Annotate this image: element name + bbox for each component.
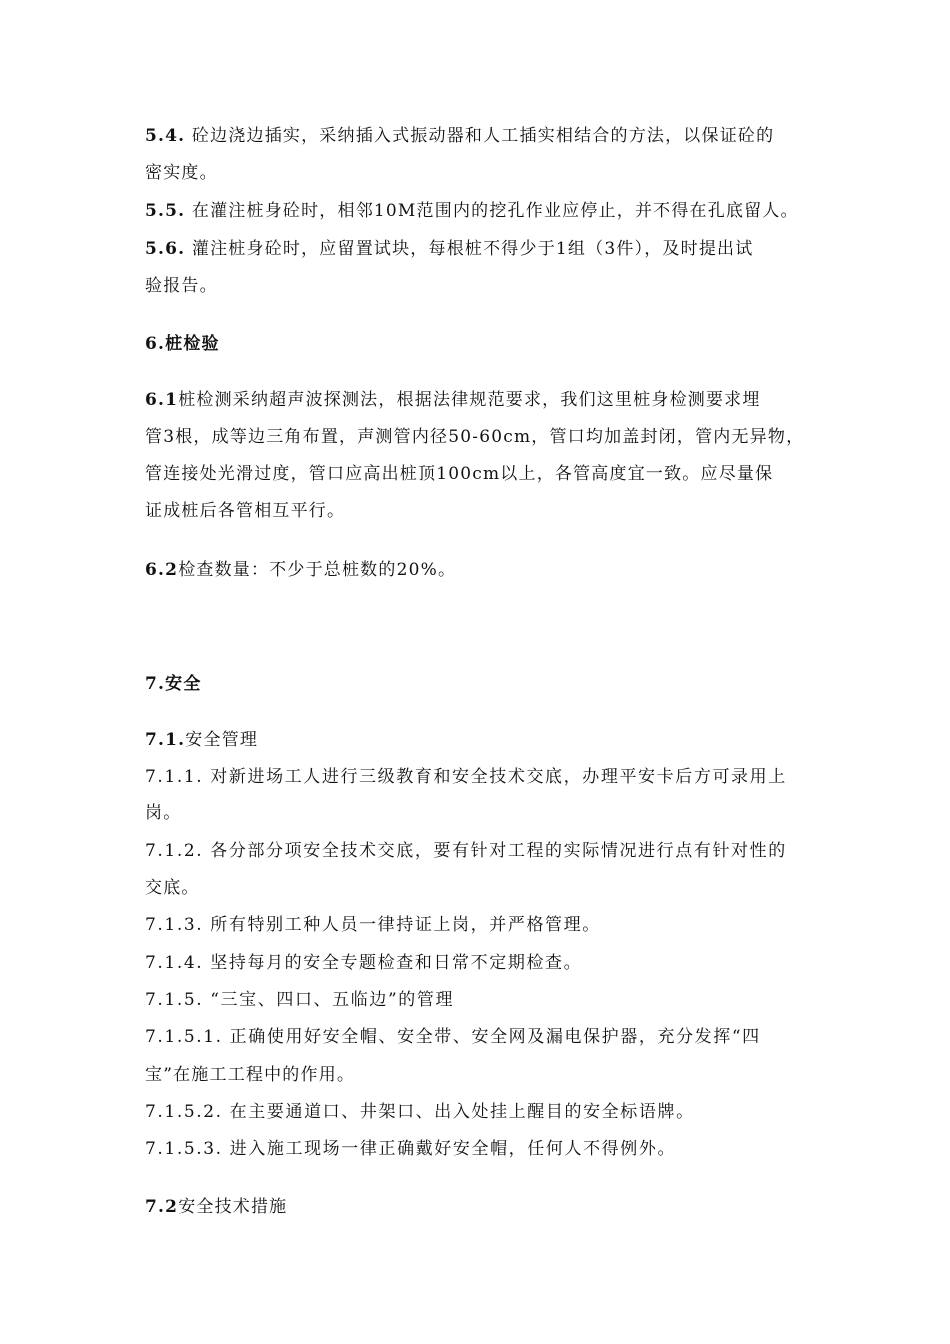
item-7-1-4 bbox=[145, 951, 582, 975]
line-text: 安全管理 bbox=[185, 730, 259, 750]
item-7-1-2-line-1 bbox=[145, 839, 787, 863]
line-text: 7.1.4. 坚持每月的安全专题检查和日常不定期检查。 bbox=[145, 953, 583, 973]
line-text: 岗。 bbox=[145, 803, 182, 823]
line-text: 7.1.1. 对新进场工人进行三级教育和安全技术交底，办理平安卡后方可录用上 bbox=[145, 767, 787, 787]
para-5-6-line-2 bbox=[145, 274, 218, 298]
line-text: 管连接处光滑过度，管口应高出桩顶100cm以上，各管高度宜一致。应尽量保 bbox=[145, 464, 774, 484]
line-text: 7.1.5.2. 在主要通道口、井架口、出入处挂上醒目的安全标语牌。 bbox=[145, 1102, 695, 1122]
para-6-1-line-1 bbox=[145, 388, 761, 412]
line-text: 安全技术措施 bbox=[178, 1197, 288, 1217]
para-6-2 bbox=[145, 558, 456, 582]
heading-7 bbox=[145, 672, 202, 696]
item-7-1-1-line-1 bbox=[145, 765, 787, 789]
item-7-1-3 bbox=[145, 913, 601, 937]
section-number: 5.6. bbox=[145, 239, 186, 259]
line-text: 宝”在施工工程中的作用。 bbox=[145, 1065, 356, 1085]
line-text: 密实度。 bbox=[145, 163, 218, 183]
heading-text: 7.安全 bbox=[145, 674, 202, 694]
line-text: 管3根，成等边三角布置，声测管内径50-60cm，管口均加盖封闭，管内无异物， bbox=[145, 427, 805, 447]
item-7-1-1-line-2 bbox=[145, 801, 181, 825]
line-text: 7.1.2. 各分部分项安全技术交底，要有针对工程的实际情况进行点有针对性的 bbox=[145, 841, 787, 861]
section-number: 6.1 bbox=[145, 390, 179, 410]
para-5-6-line-1 bbox=[145, 237, 753, 261]
item-7-1-5-3 bbox=[145, 1137, 676, 1161]
heading-text: 6.桩检验 bbox=[145, 334, 220, 354]
section-number: 5.4. bbox=[145, 126, 186, 146]
subheading-7-1 bbox=[145, 728, 258, 752]
line-text: 7.1.5.3. 进入施工现场一律正确戴好安全帽，任何人不得例外。 bbox=[145, 1139, 677, 1159]
line-text: 检查数量：不少于总桩数的20%。 bbox=[178, 560, 457, 580]
line-text: 砼边浇边插实，采纳插入式振动器和人工插实相结合的方法，以保证砼的 bbox=[185, 126, 775, 146]
item-7-1-5-2 bbox=[145, 1100, 695, 1124]
para-5-4-line-2 bbox=[145, 161, 218, 185]
para-6-1-line-4 bbox=[145, 499, 345, 523]
para-5-4-line-1 bbox=[145, 124, 774, 148]
item-7-1-5-1-line-1 bbox=[145, 1025, 761, 1049]
section-number: 6.2 bbox=[145, 560, 179, 580]
section-number: 7.2 bbox=[145, 1197, 179, 1217]
section-number: 7.1. bbox=[145, 730, 186, 750]
item-7-1-5-1-line-2 bbox=[145, 1063, 355, 1087]
line-text: 7.1.3. 所有特别工种人员一律持证上岗，并严格管理。 bbox=[145, 915, 601, 935]
line-text: 在灌注桩身砼时，相邻10M范围内的挖孔作业应停止，并不得在孔底留人。 bbox=[185, 201, 799, 221]
line-text: 证成桩后各管相互平行。 bbox=[145, 501, 346, 521]
para-6-1-line-3 bbox=[145, 462, 773, 486]
line-text: 7.1.5. “三宝、四口、五临边”的管理 bbox=[145, 990, 455, 1010]
item-7-1-2-line-2 bbox=[145, 876, 200, 900]
item-7-1-5 bbox=[145, 988, 454, 1012]
line-text: 验报告。 bbox=[145, 276, 218, 296]
line-text: 7.1.5.1. 正确使用好安全帽、安全带、安全网及漏电保护器，充分发挥“四 bbox=[145, 1027, 761, 1047]
line-text: 桩检测采纳超声波探测法，根据法律规范要求，我们这里桩身检测要求埋 bbox=[178, 390, 761, 410]
subheading-7-2 bbox=[145, 1195, 287, 1219]
para-6-1-line-2 bbox=[145, 425, 804, 449]
line-text: 交底。 bbox=[145, 878, 200, 898]
para-5-5 bbox=[145, 199, 799, 223]
heading-6 bbox=[145, 332, 220, 356]
section-number: 5.5. bbox=[145, 201, 186, 221]
line-text: 灌注桩身砼时，应留置试块，每根桩不得少于1组（3件），及时提出试 bbox=[185, 239, 754, 259]
